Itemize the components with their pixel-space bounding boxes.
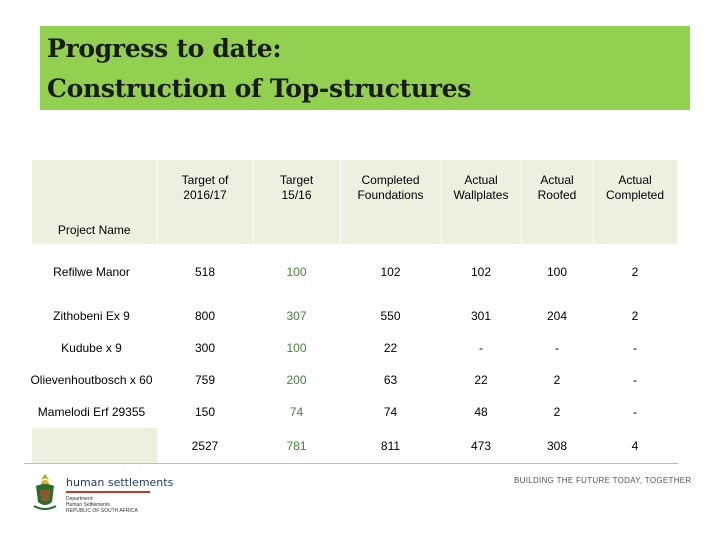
header-project-name: Project Name bbox=[32, 160, 157, 244]
project-name: Refilwe Manor bbox=[53, 265, 130, 279]
cell-completed: - bbox=[633, 405, 637, 419]
cell-foundations: 102 bbox=[380, 265, 401, 279]
cell-target-2016-17: 759 bbox=[194, 373, 216, 387]
header-completed-foundations: Completed Foundations bbox=[340, 160, 441, 244]
cell-target-15-16: 200 bbox=[286, 373, 307, 387]
total-completed: 4 bbox=[631, 439, 639, 453]
total-foundations: 811 bbox=[380, 439, 401, 453]
header-actual-completed: Actual Completed bbox=[593, 160, 677, 244]
totals-label-cell bbox=[32, 428, 157, 464]
footer-slogan: BUILDING THE FUTURE TODAY, TOGETHER bbox=[514, 476, 692, 485]
cell-wallplates: 301 bbox=[470, 309, 492, 323]
cell-wallplates: 102 bbox=[470, 265, 492, 279]
cell-target-2016-17: 300 bbox=[194, 341, 216, 355]
title-line-1: Progress to date: bbox=[47, 34, 282, 63]
cell-target-15-16: 74 bbox=[289, 405, 304, 419]
progress-table bbox=[32, 160, 678, 464]
dept-line-3: REPUBLIC OF SOUTH AFRICA bbox=[66, 508, 138, 514]
table-row bbox=[32, 332, 677, 364]
table-row bbox=[32, 364, 677, 396]
footer-divider bbox=[24, 463, 678, 464]
cell-wallplates: 22 bbox=[474, 373, 488, 387]
cell-target-2016-17: 150 bbox=[194, 405, 216, 419]
cell-completed: 2 bbox=[631, 265, 639, 279]
table-row bbox=[32, 244, 677, 300]
cell-roofed: 204 bbox=[546, 309, 568, 323]
cell-wallplates: 48 bbox=[474, 405, 488, 419]
header-actual-roofed: Actual Roofed bbox=[521, 160, 593, 244]
total-wallplates: 473 bbox=[470, 439, 492, 453]
cell-completed: - bbox=[633, 341, 637, 355]
cell-roofed: 2 bbox=[553, 405, 561, 419]
cell-foundations: 63 bbox=[383, 373, 398, 387]
cell-foundations: 22 bbox=[383, 341, 398, 355]
cell-target-15-16: 307 bbox=[286, 309, 307, 323]
total-target-2016-17: 2527 bbox=[191, 439, 219, 453]
coat-of-arms-icon bbox=[30, 472, 60, 512]
cell-roofed: 100 bbox=[546, 265, 568, 279]
brand-name: human settlements bbox=[66, 476, 174, 489]
cell-roofed: - bbox=[555, 341, 559, 355]
table-header-row bbox=[32, 160, 677, 244]
table-row bbox=[32, 300, 677, 332]
cell-wallplates: - bbox=[479, 341, 483, 355]
header-target-2016-17: Target of 2016/17 bbox=[157, 160, 253, 244]
title-line-2: Construction of Top-structures bbox=[47, 74, 472, 103]
project-name: Mamelodi Erf 29355 bbox=[37, 405, 146, 419]
brand-underline bbox=[66, 491, 150, 493]
header-actual-wallplates: Actual Wallplates bbox=[441, 160, 521, 244]
project-name: Olievenhoutbosch x 60 bbox=[30, 373, 153, 387]
cell-foundations: 74 bbox=[383, 405, 398, 419]
cell-target-15-16: 100 bbox=[286, 341, 307, 355]
title-banner bbox=[40, 26, 690, 110]
total-target-15-16: 781 bbox=[286, 439, 307, 453]
cell-completed: - bbox=[633, 373, 637, 387]
dept-line-1: Department: bbox=[66, 496, 94, 502]
dept-line-2: Human Settlements bbox=[66, 502, 110, 508]
total-roofed: 308 bbox=[546, 439, 568, 453]
table-row bbox=[32, 396, 677, 428]
header-target-15-16: Target 15/16 bbox=[253, 160, 340, 244]
cell-completed: 2 bbox=[631, 309, 639, 323]
project-name: Kudube x 9 bbox=[61, 341, 122, 355]
cell-target-2016-17: 518 bbox=[194, 265, 216, 279]
department-logo bbox=[66, 476, 173, 514]
totals-row bbox=[32, 428, 677, 464]
cell-roofed: 2 bbox=[553, 373, 561, 387]
project-name: Zithobeni Ex 9 bbox=[53, 309, 130, 323]
cell-foundations: 550 bbox=[380, 309, 401, 323]
cell-target-2016-17: 800 bbox=[194, 309, 216, 323]
cell-target-15-16: 100 bbox=[286, 265, 307, 279]
